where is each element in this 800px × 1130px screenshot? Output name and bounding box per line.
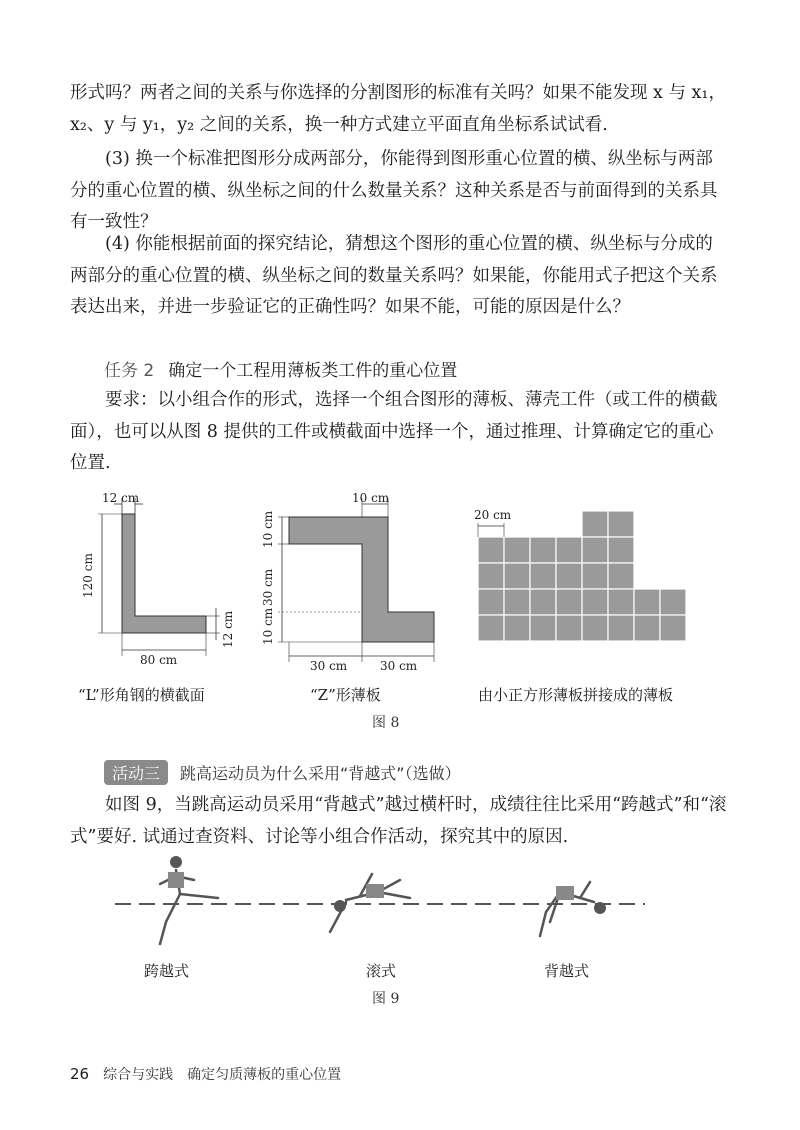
activity-title: 跳高运动员为什么采用“背越式”（选做） <box>180 764 461 783</box>
task-title: 确定一个工程用薄板类工件的重心位置 <box>168 361 458 381</box>
z-top-thickness-label: 10 cm <box>261 510 275 548</box>
high-jump-figure <box>110 852 650 966</box>
grid-square-size-label: 20 cm <box>474 508 512 522</box>
paragraph-item-3: (3) 换一个标准把图形分成两部分，你能得到图形重心位置的横、纵坐标与两部分的重心位置的横、纵坐标之间的什么数量关系？这种关系是否与前面得到的关系具有一致性？ <box>70 149 718 232</box>
activity-tag: 活动三 <box>104 760 168 785</box>
l-thickness-label: 12 cm <box>221 610 235 648</box>
requirement-paragraph: 要求：以小组合作的形式，选择一个组合图形的薄板、薄壳工件（或工件的横截面），也可以从图 8 提供的工件或横截面中选择一个，通过推理、计算确定它的重心位置. <box>70 390 718 473</box>
l-shape-figure <box>70 488 240 682</box>
z-top-width-label: 10 cm <box>352 491 390 505</box>
caption-scissors: 跨越式 <box>144 962 190 980</box>
task-number: 任务 2 <box>104 361 155 381</box>
l-height-label: 120 cm <box>81 553 95 598</box>
z-middle-height-label: 30 cm <box>261 568 275 606</box>
caption-roll: 滚式 <box>366 962 397 980</box>
activity-paragraph: 如图 9，当跳高运动员采用“背越式”越过横杆时，成绩往往比采用“跨越式”和“滚式”要好. 试通过查资料、讨论等小组合作活动，探究其中的原因. <box>70 795 727 847</box>
figure-9-label: 图 9 <box>372 991 400 1007</box>
grid-shape-caption: 由小正方形薄板拼接成的薄板 <box>478 686 674 704</box>
grid-squares <box>478 511 686 641</box>
scissors-jumper-icon <box>160 856 218 944</box>
page-footer <box>70 1064 341 1084</box>
z-bottom-thickness-label: 10 cm <box>261 607 275 645</box>
l-base-label: 80 cm <box>140 653 178 667</box>
l-shape-caption: “L”形角钢的横截面 <box>78 686 205 704</box>
l-shape-plate <box>122 514 206 633</box>
z-shape-plate <box>289 517 434 642</box>
z-shape-caption: “Z”形薄板 <box>310 686 381 704</box>
grid-shape-figure <box>470 505 695 654</box>
activity-3-heading <box>104 760 461 785</box>
page-number: 26 <box>70 1065 90 1083</box>
task-2-heading <box>104 356 457 381</box>
flop-jumper-icon <box>540 882 606 936</box>
l-width-label: 12 cm <box>102 491 140 505</box>
caption-flop: 背越式 <box>544 962 590 980</box>
z-bottom-right-label: 30 cm <box>380 659 418 673</box>
paragraph-item-4: (4) 你能根据前面的探究结论，猜想这个图形的重心位置的横、纵坐标与分成的两部分的重心位置的横、纵坐标之间的数量关系吗？如果能，你能用式子把这个关系表达出来，并进一步验证它的正确性吗？如果不能，可能的原因是什么？ <box>70 234 718 317</box>
figure-8-label: 图 8 <box>372 715 400 731</box>
z-shape-figure <box>252 488 442 682</box>
z-bottom-left-label: 30 cm <box>310 659 348 673</box>
paragraph-continuation: 形式吗？两者之间的关系与你选择的分割图形的标准有关吗？如果不能发现 x 与 x₁，x₂、y 与 y₁，y₂ 之间的关系，换一种方式建立平面直角坐标系试试看. <box>70 83 726 135</box>
footer-title: 综合与实践 确定匀质薄板的重心位置 <box>103 1067 342 1083</box>
